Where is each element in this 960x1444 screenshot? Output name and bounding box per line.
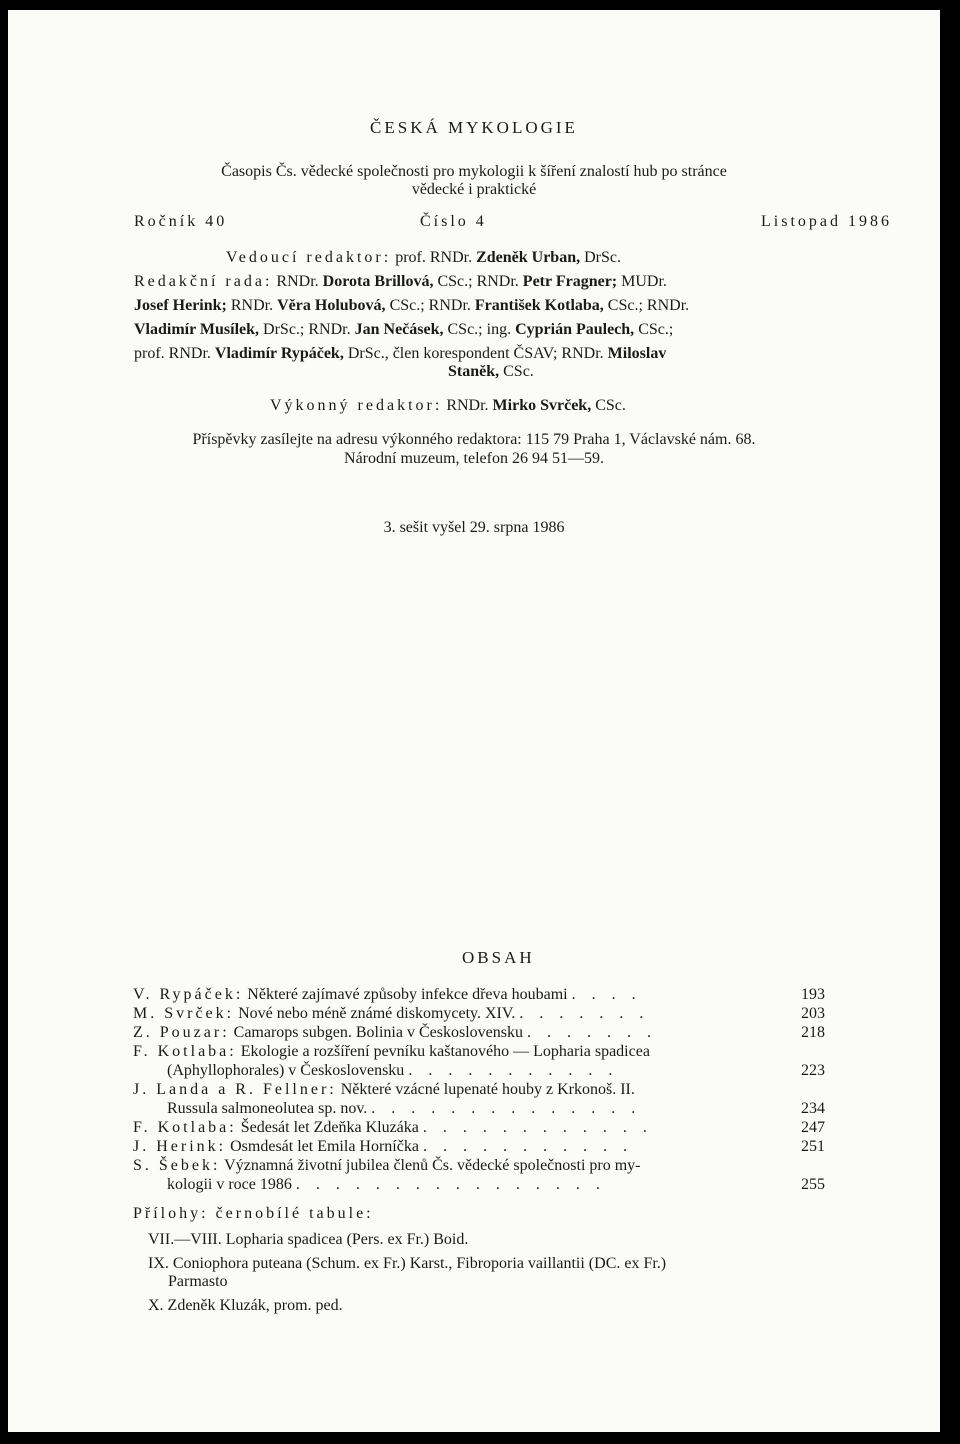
contents-title: kologii v roce 1986 [167,1176,292,1193]
executive-editor [270,396,626,416]
contents-title: Některé vzácné lupenaté houby z Krkonoš. II. [340,1081,635,1098]
contents-author: J. Landa a R. Fellner: [133,1081,337,1098]
plates-label: Přílohy: černobílé tabule: [133,1205,374,1222]
board-line-2 [134,296,689,316]
contents-author: S. Šebek: [133,1157,221,1174]
contents-author: F. Kotlaba: [133,1043,237,1060]
volume: Ročník 40 [134,213,228,230]
contents-title: Některé zajímavé způsoby infekce dřeva houbami [247,986,568,1003]
chief-editor-title: prof. RNDr. [395,249,473,266]
contents-dots: . . . . . . . . . . . . . . . . [295,1176,606,1193]
plate-item-continuation: Parmasto [168,1273,228,1290]
contents-dots: . . . . [571,986,642,1003]
board-member: František Kotlaba, [474,297,604,314]
contents-title: Šedesát let Zdeňka Kluzáka [240,1119,419,1136]
executive-editor-name: Mirko Svrček, [492,397,592,414]
contact-line-2: Národní muzeum, telefon 26 94 51—59. [344,450,604,467]
contents-dots: . . . . . . . . . . . [408,1062,619,1079]
issue-number: Číslo 4 [420,213,487,230]
chief-editor [226,248,621,268]
contents-author: V. Rypáček: [133,986,244,1003]
board-text: DrSc., člen korespondent ČSAV; RNDr. [347,345,604,362]
board-member: Josef Herink; [134,297,227,314]
board-member: Jan Nečásek, [354,321,444,338]
plate-item: VII.—VIII. Lopharia spadicea (Pers. ex Fr.) Boid. [148,1231,469,1248]
board-line-1 [134,272,667,292]
contact-line-1: Příspěvky zasílejte na adresu výkonného redaktora: 115 79 Praha 1, Václavské nám. 68. [192,431,756,448]
plate-item: IX. Coniophora puteana (Schum. ex Fr.) Karst., Fibroporia vaillantii (DC. ex Fr.) [148,1255,667,1272]
contents-page: 247 [801,1119,825,1136]
contents-dots: . . . . . . . [519,1005,650,1022]
board-member: Vladimír Rypáček, [214,345,344,362]
contents-title: Osmdesát let Emila Horníčka [230,1138,419,1155]
issue-note: 3. sešit vyšel 29. srpna 1986 [383,519,565,536]
plate-item: X. Zdeněk Kluzák, prom. ped. [148,1297,343,1314]
board-line-3 [134,320,673,340]
board-text: CSc. [503,363,534,380]
board-text: CSc.; [638,321,674,338]
contents-title: Ekologie a rozšíření pevníku kaštanového — Lopharia spadicea [240,1043,650,1060]
board-text: CSc.; RNDr. [389,297,471,314]
contents-heading: OBSAH [462,948,535,967]
contents-title: Russula salmoneolutea sp. nov. [167,1100,368,1117]
executive-editor-title: RNDr. [446,397,489,414]
contents-item-continuation [167,1174,825,1196]
contents-dots: . . . . . . . . . . . [422,1138,633,1155]
contents-page: 218 [801,1024,825,1041]
board-text: MUDr. [621,273,667,290]
journal-title: ČESKÁ MYKOLOGIE [370,118,578,137]
board-text: CSc.; RNDr. [437,273,519,290]
board-member: Staněk, [448,363,500,380]
board-member: Vladimír Musílek, [134,321,260,338]
contents-author: J. Herink: [133,1138,227,1155]
contents-page: 223 [801,1062,825,1079]
contents-author: F. Kotlaba: [133,1119,237,1136]
board-line-4 [134,344,666,364]
contents-dots: . . . . . . . [526,1024,657,1041]
board-text: RNDr. [230,297,274,314]
board-text: DrSc.; RNDr. [263,321,351,338]
contents-page: 255 [801,1176,825,1193]
contents-title: Camarops subgen. Bolinia v Československu [233,1024,523,1041]
board-line-5 [448,362,534,382]
board-text: CSc.; RNDr. [607,297,690,314]
contents-page: 251 [801,1138,825,1155]
board-member: Věra Holubová, [277,297,386,314]
board-text: CSc.; ing. [447,321,512,338]
executive-editor-label: Výkonný redaktor: [270,397,443,414]
board-member: Miloslav [607,345,667,362]
contents-dots: . . . . . . . . . . . . . . [371,1100,642,1117]
contents-author: Z. Pouzar: [133,1024,230,1041]
chief-editor-label: Vedoucí redaktor: [226,249,392,266]
subtitle-line-1: Časopis Čs. vědecké společnosti pro mykologii k šíření znalostí hub po stránce [221,163,727,180]
executive-editor-degree: CSc. [595,397,626,414]
contents-dots: . . . . . . . . . . . . [422,1119,653,1136]
board-member: Cyprián Paulech, [515,321,635,338]
board-member: Petr Fragner; [522,273,618,290]
contents-author: M. Svrček: [133,1005,235,1022]
board-text: RNDr. [276,273,319,290]
contents-title: Významná životní jubilea členů Čs. vědecké společnosti pro my- [224,1157,641,1174]
contents-page: 193 [801,986,825,1003]
board-text: prof. RNDr. [134,345,211,362]
subtitle-line-2: vědecké i praktické [411,181,537,198]
contents-title: Nové nebo méně známé diskomycety. XIV. [238,1005,516,1022]
contents-page: 203 [801,1005,825,1022]
contents-page: 234 [801,1100,825,1117]
contents-title: (Aphyllophorales) v Československu [167,1062,405,1079]
board-member: Dorota Brillová, [322,273,434,290]
chief-editor-name: Zdeněk Urban, [476,249,581,266]
issue-date: Listopad 1986 [761,213,892,230]
journal-page [8,10,940,1432]
chief-editor-degree: DrSc. [584,249,621,266]
board-label: Redakční rada: [134,273,273,290]
